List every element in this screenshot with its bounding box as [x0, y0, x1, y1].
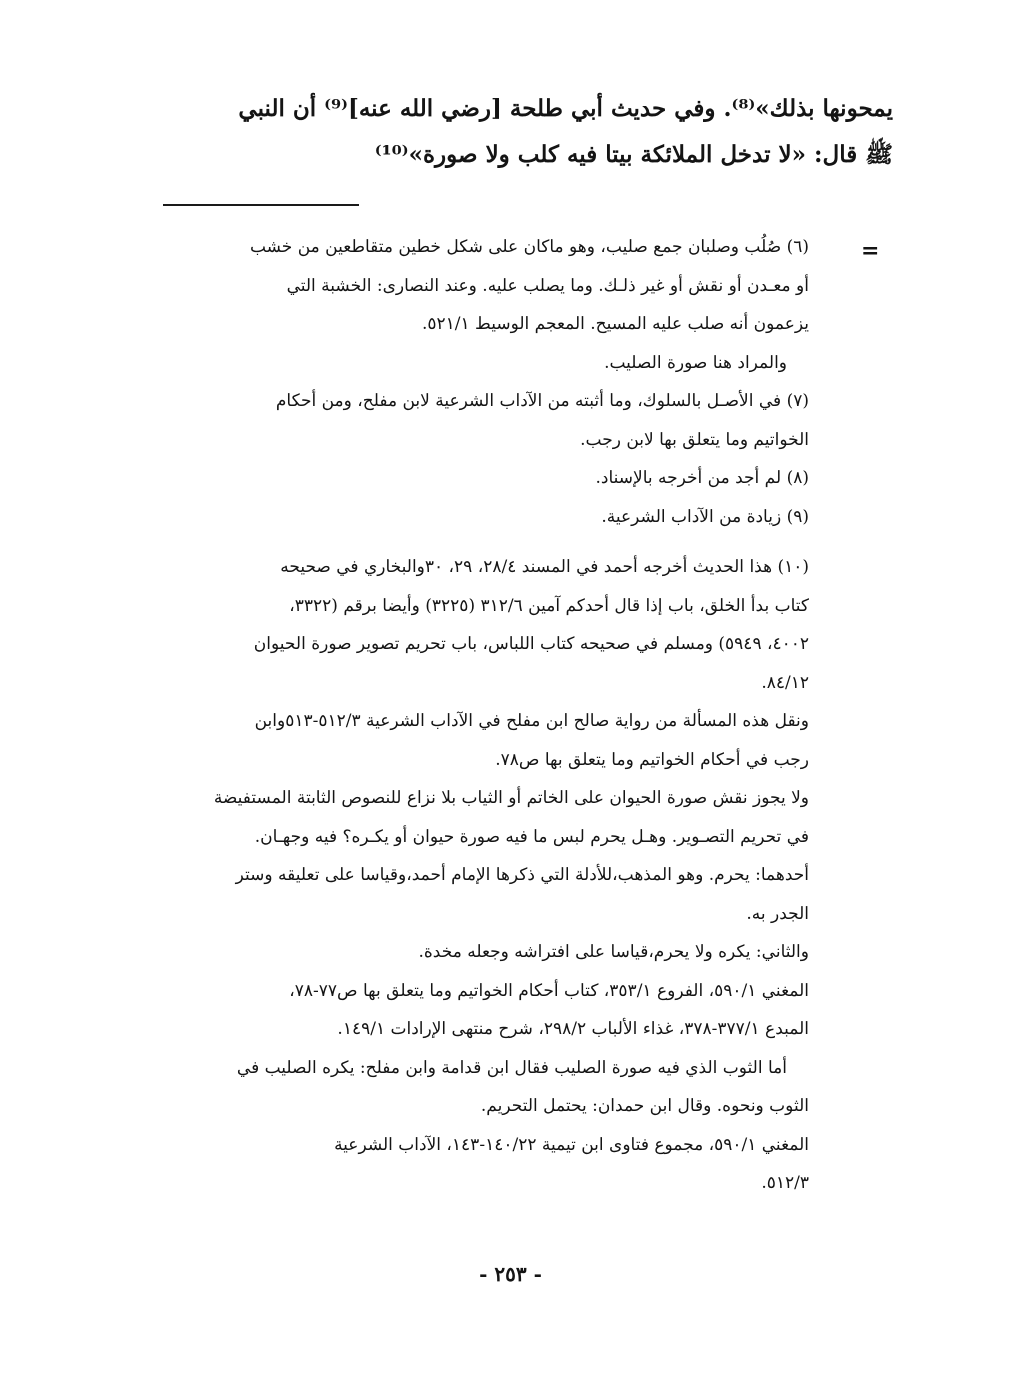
footnote-10-line: كتاب بدأ الخلق، باب إذا قال أحدكم آمين ٣١٢/٦ (٣٢٢٥) وأيضا برقم (٣٣٢٢،: [289, 595, 809, 616]
footnote-10-line: ٨٤/١٢.: [761, 672, 809, 693]
footnote-10-para-line: ولا يجوز نقش صورة الحيوان على الخاتم أو الثياب بلا نزاع للنصوص الثابتة المستفيضة: [213, 788, 809, 808]
footnote-10-para-line: في تحريم التصـوير. وهـل يحرم لبس ما فيه صورة حيوان أو يكـره؟ فيه وجهـان.: [254, 826, 809, 847]
footnote-6-line: يزعمون أنه صلب عليه المسيح. المعجم الوسيط ٥٢١/١.: [421, 314, 809, 334]
footnote-6-note: والمراد هنا صورة الصليب.: [604, 352, 787, 373]
footnotes: [150, 228, 809, 1203]
footnote-separator: [163, 204, 359, 206]
footnote-10-para-line: الجدر به.: [746, 903, 809, 924]
footnote-7-line: (٧) في الأصـل بالسلوك، وما أثبته من الآداب الشرعية لابن مفلح، ومن أحكام: [275, 391, 809, 411]
footnote-10-reference-line: المبدع ٣٧٧/١-٣٧٨، غذاء الألباب ٢٩٨/٢، شرح منتهى الإرادات ١٤٩/١.: [337, 1019, 809, 1039]
footnote-6-line: (٦) صُلُب وصلبان جمع صليب، وهو ماكان على شكل خطين متقاطعين من خشب: [249, 237, 809, 257]
continuation-mark: =: [861, 238, 880, 264]
footnote-9: (٩) زيادة من الآداب الشرعية.: [601, 506, 809, 527]
main-text-line: ﷺ قال: «لا تدخل الملائكة بيتا فيه كلب ولا صورة»⁽¹⁰⁾: [374, 141, 893, 168]
footnote-10-line: (١٠) هذا الحديث أخرجه أحمد في المسند ٢٨/٤، ٢٩، ٣٠والبخاري في صحيحه: [280, 557, 809, 577]
footnote-10-para-line: أما الثوب الذي فيه صورة الصليب فقال ابن قدامة وابن مفلح: يكره الصليب في: [236, 1057, 787, 1078]
footnote-10-reference-line: المغني ٥٩٠/١، الفروع ٣٥٣/١، كتاب أحكام الخواتيم وما يتعلق بها ص٧٧-٧٨،: [289, 980, 809, 1001]
main-text: [140, 86, 893, 178]
footnote-10-para-line: رجب في أحكام الخواتيم وما يتعلق بها ص٧٨.: [495, 749, 809, 770]
footnote-10-para-line: ونقل هذه المسألة من رواية صالح ابن مفلح في الآداب الشرعية ٥١٢/٣-٥١٣وابن: [254, 711, 809, 731]
main-text-line: يمحونها بذلك»⁽⁸⁾. وفي حديث أبي طلحة [رضي الله عنه]⁽⁹⁾ أن النبي: [238, 95, 893, 122]
footnote-6-line: أو معـدن أو نقش أو غير ذلـك. وما يصلب عليه. وعند النصارى: الخشبة التي: [286, 275, 809, 296]
footnote-8: (٨) لم أجد من أخرجه بالإسناد.: [595, 468, 809, 488]
page-number: - ٢٥٣ -: [479, 1262, 542, 1286]
footnote-10-para-line: الثوب ونحوه. وقال ابن حمدان: يحتمل التحريم.: [480, 1096, 809, 1116]
footnote-10-para-line: والثاني: يكره ولا يحرم،قياسا على افتراشه وجعله مخدة.: [418, 942, 809, 962]
footnote-gap: [150, 536, 809, 548]
footnote-10-line: ٤٠٠٢، ٥٩٤٩) ومسلم في صحيحه كتاب اللباس، باب تحريم تصوير صورة الحيوان: [253, 634, 809, 654]
footnote-10-reference-line: ٥١٢/٣.: [761, 1173, 809, 1193]
footnote-10-reference-line: المغني ٥٩٠/١، مجموع فتاوى ابن تيمية ١٤٠/٢٢-١٤٣، الآداب الشرعية: [334, 1134, 809, 1155]
footnote-7-line: الخواتيم وما يتعلق بها لابن رجب.: [580, 429, 809, 450]
footnote-10-para-line: أحدهما: يحرم. وهو المذهب،للأدلة التي ذكرها الإمام أحمد،وقياسا على تعليقه وستر: [235, 865, 809, 885]
